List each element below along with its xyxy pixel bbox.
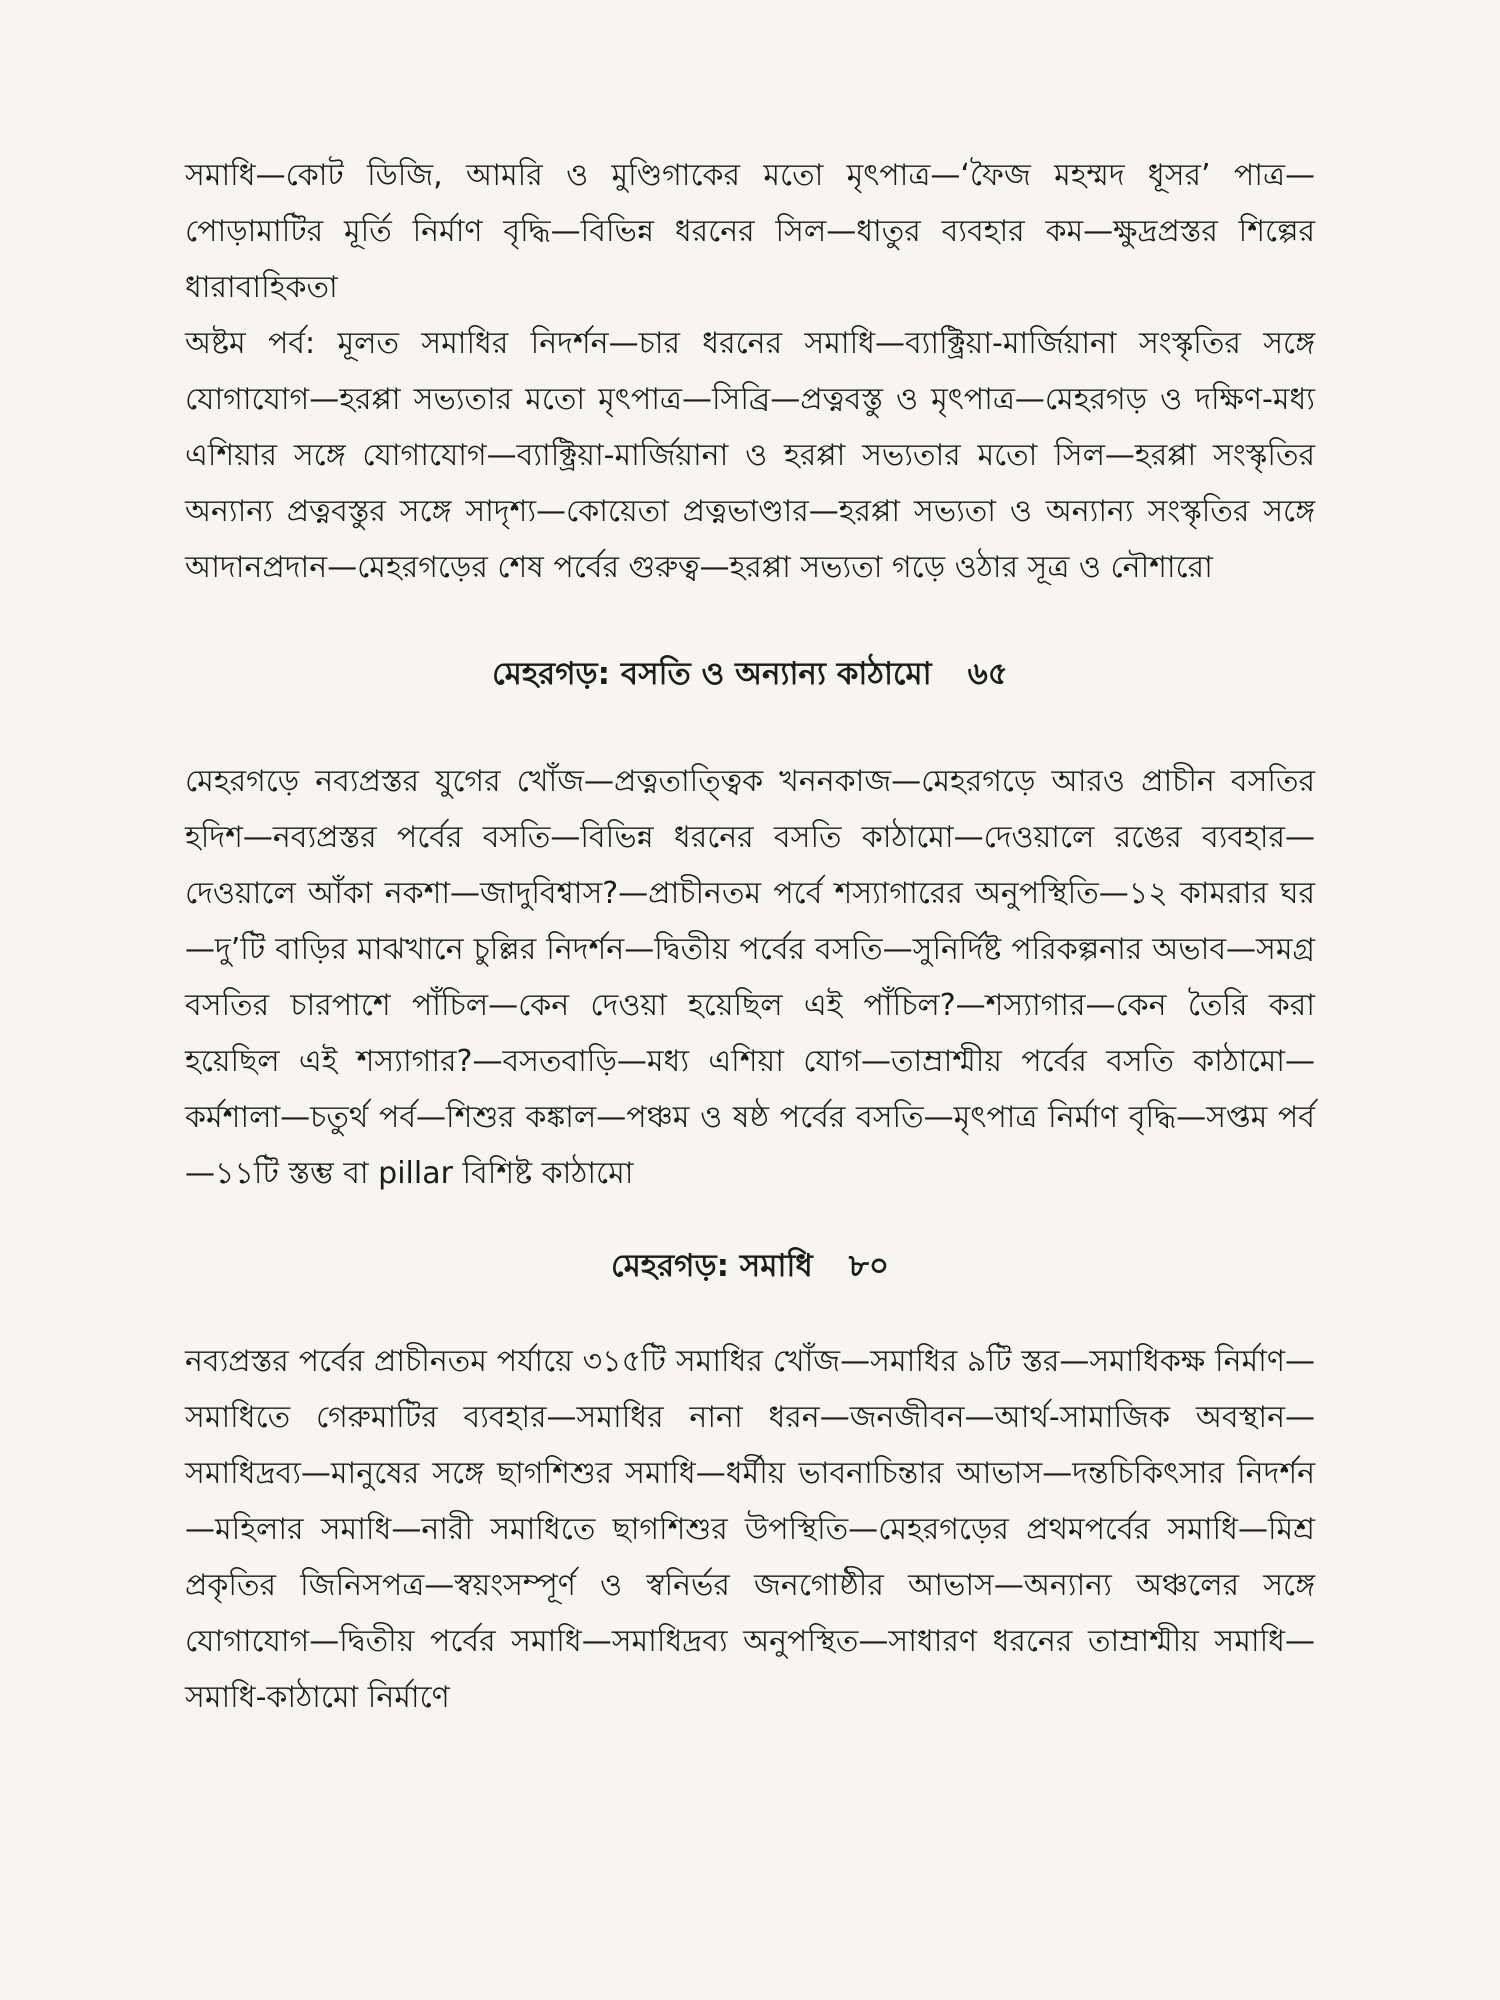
intro-paragraph-1: সমাধি—কোট ডিজি, আমরি ও মুণ্ডিগাকের মতো মৃৎপাত্র—‘ফৈজ মহম্মদ ধূসর’ পাত্র—পোড়ামাটির মূর্তি নির্মাণ বৃদ্ধি—বিভিন্ন ধরনের সিল—ধাতুর ব্যবহার কম—ক্ষুদ্রপ্রস্তর শিল্পের ধারাবাহিকতা (185, 158, 1315, 305)
section-heading-settlement (185, 646, 1315, 702)
toc-page (185, 148, 1315, 1726)
intro-paragraph-2: অষ্টম পর্ব: মূলত সমাধির নিদর্শন—চার ধরনের সমাধি—ব্যাক্ট্রিয়া-মার্জিয়ানা সংস্কৃতির সঙ্গে যোগাযোগ—হরপ্পা সভ্যতার মতো মৃৎপাত্র—সিব্রি—প্রত্নবস্তু ও মৃৎপাত্র—মেহরগড় ও দক্ষিণ-মধ্য এশিয়ার সঙ্গে যোগাযোগ—ব্যাক্ট্রিয়া-মার্জিয়ানা ও হরপ্পা সভ্যতার মতো সিল—হরপ্পা সংস্কৃতির অন্যান্য প্রত্নবস্তুর সঙ্গে সাদৃশ্য—কোয়েতা প্রত্নভাণ্ডার—হরপ্পা সভ্যতা ও অন্যান্য সংস্কৃতির সঙ্গে আদানপ্রদান—মেহরগড়ের শেষ পর্বের গুরুত্ব—হরপ্পা সভ্যতা গড়ে ওঠার সূত্র ও নৌশারো (185, 326, 1315, 585)
section-body-burial: নব্যপ্রস্তর পর্বের প্রাচীনতম পর্যায়ে ৩১৫টি সমাধির খোঁজ—সমাধির ৯টি স্তর—সমাধিকক্ষ নির্মাণ—সমাধিতে গেরুমাটির ব্যবহার—সমাধির নানা ধরন—জনজীবন—আর্থ-সামাজিক অবস্থান—সমাধিদ্রব্য—মানুষের সঙ্গে ছাগশিশুর সমাধি—ধর্মীয় ভাবনাচিন্তার আভাস—দন্তচিকিৎসার নিদর্শন—মহিলার সমাধি—নারী সমাধিতে ছাগশিশুর উপস্থিতি—মেহরগড়ের প্রথমপর্বের সমাধি—মিশ্র প্রকৃতির জিনিসপত্র—স্বয়ংসম্পূর্ণ ও স্বনির্ভর জনগোষ্ঠীর আভাস—অন্যান্য অঞ্চলের সঙ্গে যোগাযোগ—দ্বিতীয় পর্বের সমাধি—সমাধিদ্রব্য অনুপস্থিত—সাধারণ ধরনের তাম্রাশ্মীয় সমাধি—সমাধি-কাঠামো নির্মাণে (185, 1344, 1315, 1715)
page-number: ৮০ (848, 1248, 889, 1284)
section-heading-burial (185, 1238, 1315, 1294)
section-title: মেহরগড়: সমাধি (611, 1248, 813, 1284)
page-number: ৬৫ (967, 656, 1008, 692)
section-body-settlement: মেহরগড়ে নব্যপ্রস্তর যুগের খোঁজ—প্রত্নতাত্ত্বিক খননকাজ—মেহরগড়ে আরও প্রাচীন বসতির হদিশ—নব্যপ্রস্তর পর্বের বসতি—বিভিন্ন ধরনের বসতি কাঠামো—দেওয়ালে রঙের ব্যবহার—দেওয়ালে আঁকা নকশা—জাদুবিশ্বাস?—প্রাচীনতম পর্বে শস্যাগারের অনুপস্থিতি—১২ কামরার ঘর—দু’টি বাড়ির মাঝখানে চুল্লির নিদর্শন—দ্বিতীয় পর্বের বসতি—সুনির্দিষ্ট পরিকল্পনার অভাব—সমগ্র বসতির চারপাশে পাঁচিল—কেন দেওয়া হয়েছিল এই পাঁচিল?—শস্যাগার—কেন তৈরি করা হয়েছিল এই শস্যাগার?—বসতবাড়ি—মধ্য এশিয়া যোগ—তাম্রাশ্মীয় পর্বের বসতি কাঠামো—কর্মশালা—চতুর্থ পর্ব—শিশুর কঙ্কাল—পঞ্চম ও ষষ্ঠ পর্বের বসতি—মৃৎপাত্র নির্মাণ বৃদ্ধি—সপ্তম পর্ব—১১টি স্তম্ভ বা pillar বিশিষ্ট কাঠামো (185, 764, 1315, 1191)
section-title: মেহরগড়: বসতি ও অন্যান্য কাঠামো (492, 656, 932, 692)
